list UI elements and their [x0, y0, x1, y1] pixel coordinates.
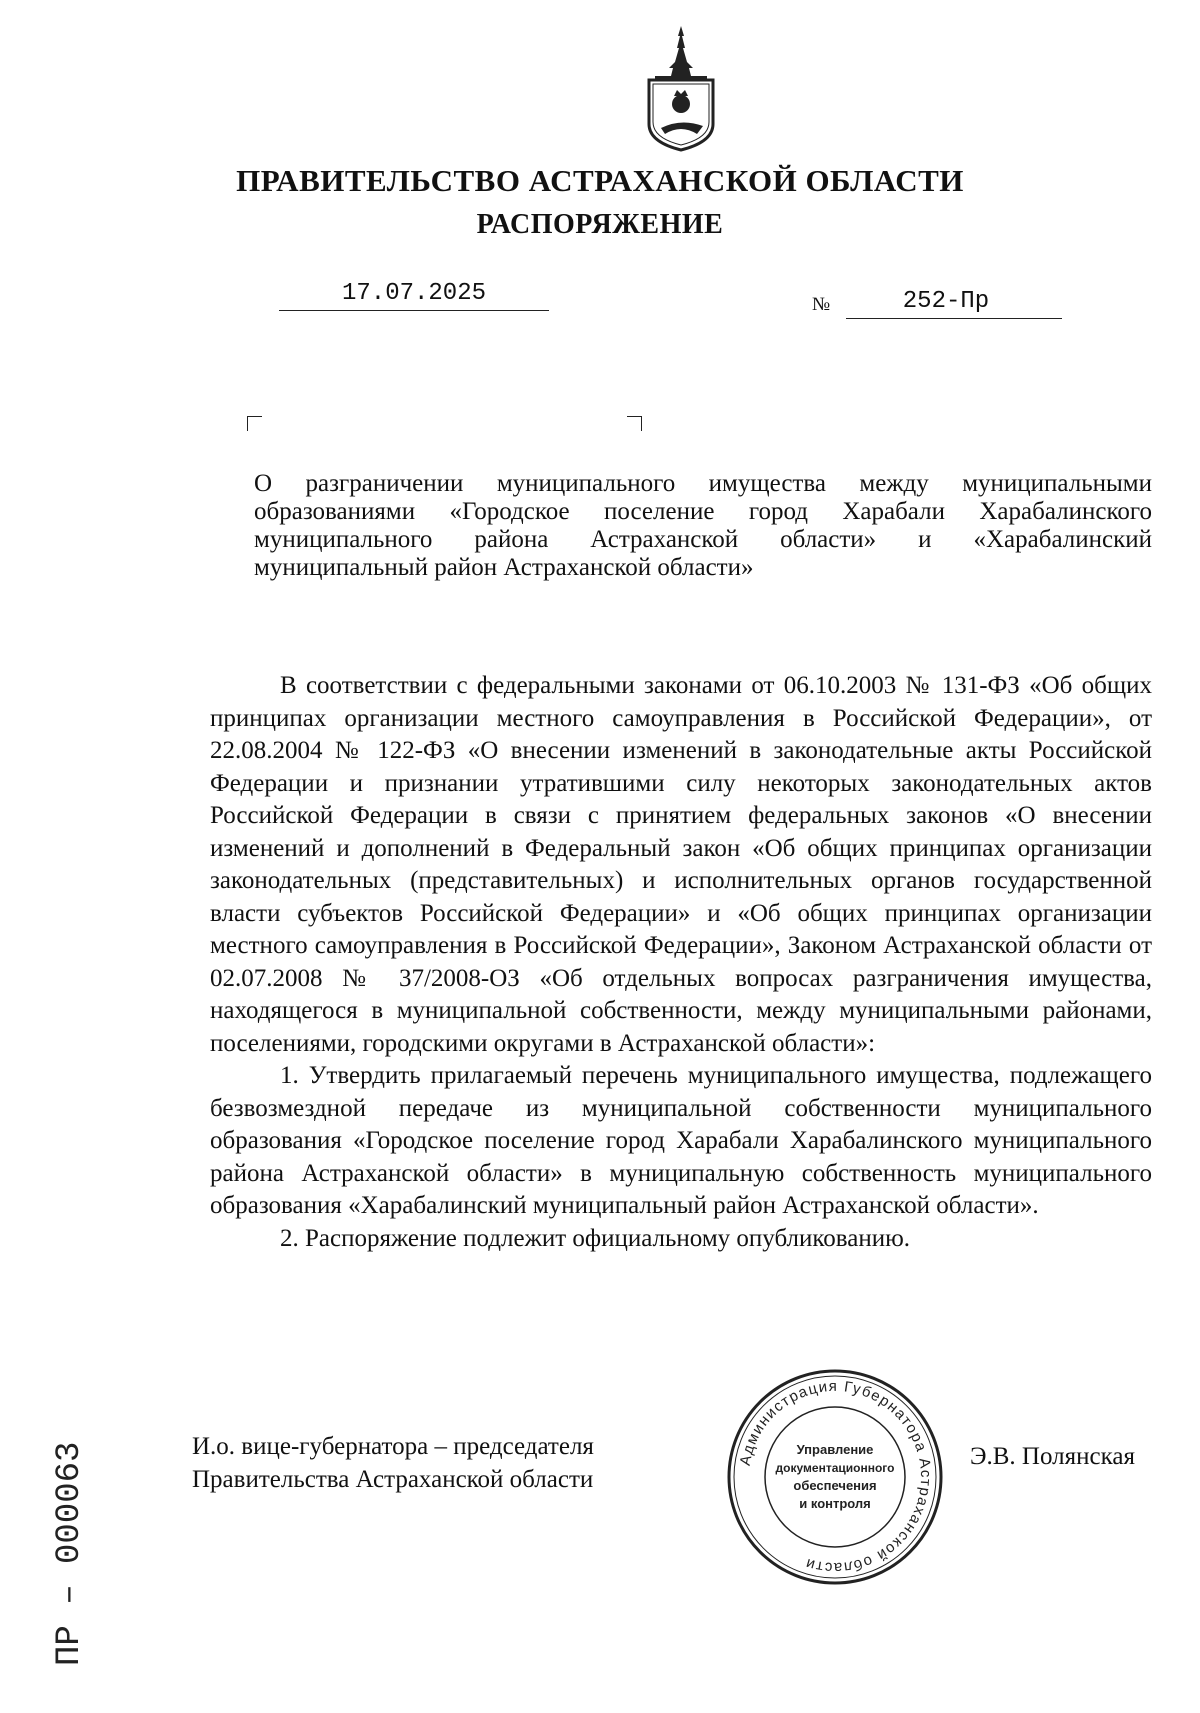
- subject-corner-left: [247, 416, 262, 431]
- stamp-center-line-3: обеспечения: [793, 1478, 877, 1493]
- document-number: 252-Пр: [902, 288, 990, 315]
- coat-of-arms-emblem: [641, 24, 721, 154]
- signer-position: [192, 1430, 672, 1496]
- stamp-center-line-2: документационного: [775, 1461, 895, 1475]
- body-preamble: В соответствии с федеральными законами от 06.10.2003 № 131-ФЗ «Об общих принципах организации местного самоуправления в Российской Федерации», от 22.08.2004 № 122-ФЗ «О внесении изменений в законодательные акты Российской Федерации и признании утратившими силу некоторых законодательных актов Российской Федерации в связи с принятием федеральных законов «О внесении изменений и дополнений в Федеральный закон «Об общих принципах организации законодательных (представительных) и исполнительных органов государственной власти субъектов Российской Федерации» и «Об общих принципах организации местного самоуправления в Российской Федерации», Законом Астраханской области от 02.07.2008 № 37/2008-ОЗ «Об отдельных вопросах разграничения имущества, находящегося в муниципальной собственности, между муниципальными районами, поселениями, городскими округами в Астраханской области»:: [210, 672, 1152, 1057]
- document-subject: О разграничении муниципального имущества между муниципальными образованиями «Городское поселение город Харабали Харабалинского муниципального района Астраханской области» и «Харабалинский муниципальный район Астраханской области»: [254, 470, 1152, 581]
- official-stamp: [724, 1366, 946, 1588]
- signer-position-line-1: И.о. вице-губернатора – председателя: [192, 1433, 594, 1460]
- date-underline: [279, 310, 549, 311]
- subject-corner-right: [627, 416, 642, 431]
- body-item-2: 2. Распоряжение подлежит официальному опубликованию.: [280, 1224, 911, 1252]
- document-date: 17.07.2025: [341, 280, 487, 307]
- stamp-ring-text: Администрация Губернатора Астраханской области: [736, 1377, 935, 1577]
- stamp-center-line-1: Управление: [796, 1442, 874, 1457]
- body-item-1: 1. Утвердить прилагаемый перечень муниципального имущества, подлежащего безвозмездной передаче из муниципальной собственности муниципального образования «Городское поселение город Харабали Харабалинского муниципального района Астраханской области» в муниципальную собственность муниципального образования «Харабалинский муниципальный район Астраханской области».: [210, 1062, 1152, 1219]
- number-sign: №: [812, 294, 831, 315]
- signer-name: Э.В. Полянская: [970, 1443, 1135, 1470]
- document-body: [210, 670, 1152, 1255]
- registry-mark-text: ПР – 000063: [51, 1441, 89, 1666]
- signer-position-line-2: Правительства Астраханской области: [192, 1466, 594, 1493]
- number-underline: [846, 318, 1062, 319]
- organization-title: ПРАВИТЕЛЬСТВО АСТРАХАНСКОЙ ОБЛАСТИ: [236, 163, 964, 198]
- registry-mark: [20, 1380, 100, 1670]
- stamp-center-line-4: и контроля: [799, 1496, 871, 1511]
- document-type-heading: РАСПОРЯЖЕНИЕ: [476, 209, 724, 240]
